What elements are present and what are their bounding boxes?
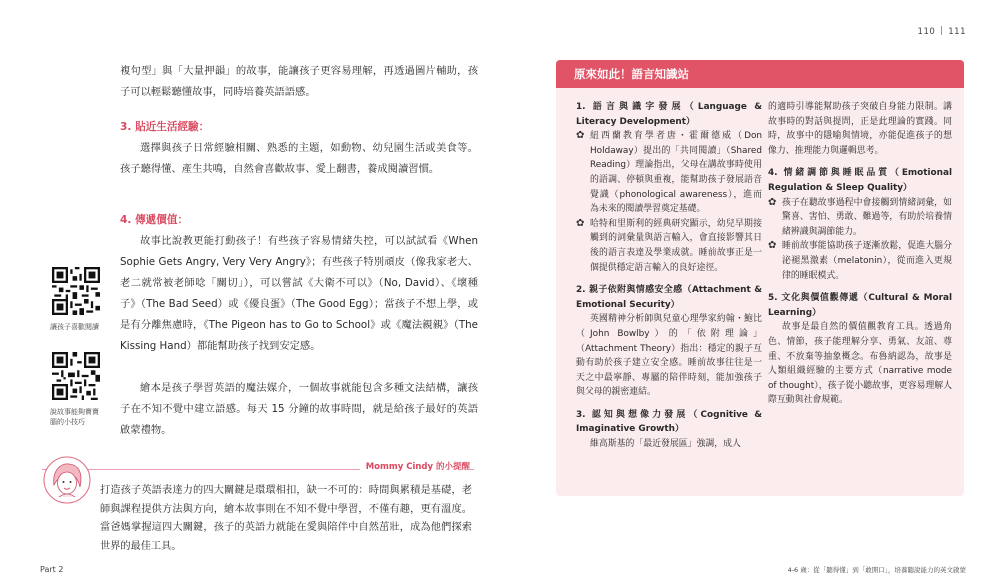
mommy-cindy-avatar xyxy=(42,455,92,505)
section-1-bullet-2: ✿ 哈特和里斯利的經典研究顯示，幼兒早期接觸到的詞彙量與語言輸入，會直接影響其日後的語言表達及學業成就。睡前故事正是一個提供穩定語言輸入的良好途徑。 xyxy=(576,217,762,275)
footer-part-label: Part 2 xyxy=(40,565,64,574)
box-title: 原來如此！語言知識站 xyxy=(574,67,689,81)
section-1-heading: 1. 語言與識字發展（Language & Literacy Development） xyxy=(576,102,762,127)
page-number-left: 110 xyxy=(917,27,936,37)
closing-paragraph: 繪本是孩子學習英語的魔法媒介，一個故事就能包含多種文法結構，讓孩子在不知不覺中建立語感。每天 15 分鐘的故事時間，就是給孩子最好的英語啟蒙禮物。 xyxy=(120,382,478,436)
qr-caption-reading: 讓孩子喜歡閱讀 xyxy=(50,323,99,331)
point-4-heading: 4. 傳遞價值： xyxy=(120,214,189,226)
box-column-right xyxy=(768,100,952,408)
section-4-bullet-2: ✿ 睡前故事能協助孩子逐漸放鬆，促進大腦分泌褪黑激素（melatonin），從而進入更規律的睡眠模式。 xyxy=(768,239,952,283)
point-4-body: 故事比說教更能打動孩子！有些孩子容易情緒失控，可以試試看《When Sophie Gets Angry, Very Very Angry》；有些孩子特別頑皮（像我家老大、老二就常被老師唸「關切」），可以嘗試《大衛不可以》（No, David）、《壞種子》（The Bad Seed）或《優良蛋》（The Good Egg）；當孩子不想上學，或是有分離焦慮時，《The Pigeon has to Go to School》或《魔法親親》（The Kissing Hand）都能幫助孩子找到安定感。 xyxy=(120,235,478,352)
qr-caption-storytelling: 說故事能夠寶寶腦的小技巧 xyxy=(50,408,99,426)
point-3-heading: 3. 貼近生活經驗： xyxy=(120,121,210,133)
section-3-body: 維高斯基的「最近發展區」強調，成人 xyxy=(590,439,741,450)
box-header xyxy=(556,60,964,88)
section-1-bullet-1: ✿ 紐西蘭教育學者唐・霍爾德威（Don Holdaway）提出的「共同閱讀」（Shared Reading）理論指出，父母在講故事時使用的語調、停頓與重複，能幫助孩子發展語音覺識（phonological awareness），進而為未來的閱讀學習奠定基礎。 xyxy=(576,129,762,217)
intro-paragraph: 複句型」與「大量押韻」的故事，能讓孩子更容易理解，再透過圖片輔助，孩子可以輕鬆聽懂故事，同時培養英語語感。 xyxy=(120,65,478,98)
page-numbers xyxy=(918,26,966,37)
tip-body: 打造孩子英語表達力的四大關鍵是環環相扣，缺一不可的：時間與累積是基礎，老師與課程提供方法與方向，繪本故事則在不知不覺中學習，不僅有趣，更有溫度。當爸媽掌握這四大關鍵，孩子的英語力就能在愛與陪伴中自然茁壯，成為他們探索世界的最佳工具。 xyxy=(100,485,472,552)
section-5-heading: 5. 文化與價值觀傳遞（Cultural & Moral Learning） xyxy=(768,293,952,318)
qr-code-reading[interactable] xyxy=(52,267,100,315)
section-4-heading: 4. 情緒調節與睡眠品質（Emotional Regulation & Sleep Quality） xyxy=(768,168,952,193)
point-4 xyxy=(120,210,478,357)
section-4-bullet-1: ✿ 孩子在聽故事過程中會接觸到情緒詞彙，如驚喜、害怕、勇敢、難過等，有助於培養情緒辨識與調節能力。 xyxy=(768,196,952,240)
tip-title: Mommy Cindy 的小提醒 xyxy=(360,460,470,472)
page-number-right: 111 xyxy=(948,27,966,37)
section-3-heading: 3. 認知與想像力發展（Cognitive & Imaginative Growth） xyxy=(576,409,762,435)
section-3-continued: 的適時引導能幫助孩子突破自身能力限制。講故事時的對話與提問，正是此理論的實踐。同時，故事中的隱喻與情境，亦能促進孩子的想像力、推理能力與邏輯思考。 xyxy=(768,102,952,156)
footer-chapter-title: 4-6 歲：從「聽得懂」到「敢開口」，培養聽說能力的英文啟蒙 xyxy=(787,566,966,574)
qr-code-storytelling[interactable] xyxy=(52,352,100,400)
section-5-body: 故事是最自然的價值觀教育工具。透過角色、情節，孩子能理解分享、勇氣、友誼、尊重、不放棄等抽象概念。布魯納認為，故事是人類組織經驗的主要方式（narrative mode of thought），孩子從小聽故事，更容易理解人際互動與社會規範。 xyxy=(768,322,952,406)
section-2-body: 英國精神分析師與兒童心理學家約翰・鮑比（John Bowlby）的「依附理論」（Attachment Theory）指出：穩定的親子互動有助於孩子建立安全感。睡前故事往往是一天之中最寧靜、專屬的陪伴時刻，能加強孩子與父母的親密連結。 xyxy=(576,314,762,398)
language-knowledge-box xyxy=(556,60,964,496)
box-column-left xyxy=(576,100,762,452)
point-3-body: 選擇與孩子日常經驗相關、熟悉的主題，如動物、幼兒園生活或美食等。孩子聽得懂、產生共鳴，自然會喜歡故事、愛上翻書，養成閱讀習慣。 xyxy=(120,142,478,175)
point-3 xyxy=(120,117,478,180)
section-2-heading: 2. 親子依附與情感安全感（Attachment & Emotional Security） xyxy=(576,285,762,310)
